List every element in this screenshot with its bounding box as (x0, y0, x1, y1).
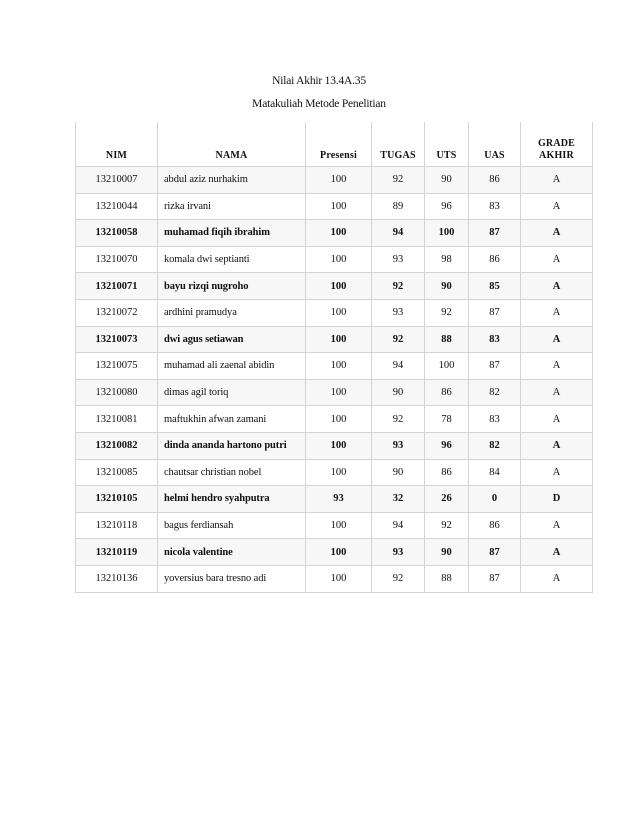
cell-grade: A (521, 512, 593, 539)
cell-nim: 13210082 (76, 432, 158, 459)
cell-nim: 13210118 (76, 512, 158, 539)
cell-uts: 100 (425, 220, 469, 247)
cell-uts: 90 (425, 273, 469, 300)
table-row (76, 565, 593, 592)
table-row (76, 512, 593, 539)
cell-grade: A (521, 246, 593, 273)
cell-nama: rizka irvani (158, 193, 306, 220)
header-nim: NIM (76, 122, 158, 167)
cell-nim: 13210072 (76, 299, 158, 326)
cell-nama: bayu rizqi nugroho (158, 273, 306, 300)
cell-presensi: 93 (306, 486, 372, 513)
table-row (76, 326, 593, 353)
cell-nim: 13210073 (76, 326, 158, 353)
cell-uas: 82 (469, 432, 521, 459)
cell-grade: A (521, 406, 593, 433)
cell-tugas: 93 (372, 539, 425, 566)
cell-uas: 87 (469, 299, 521, 326)
cell-uts: 88 (425, 326, 469, 353)
cell-tugas: 32 (372, 486, 425, 513)
cell-tugas: 89 (372, 193, 425, 220)
table-row (76, 220, 593, 247)
cell-nama: chautsar christian nobel (158, 459, 306, 486)
cell-uts: 86 (425, 379, 469, 406)
cell-tugas: 94 (372, 512, 425, 539)
table-row (76, 246, 593, 273)
cell-presensi: 100 (306, 565, 372, 592)
grades-table (75, 122, 593, 593)
table-row (76, 406, 593, 433)
cell-presensi: 100 (306, 220, 372, 247)
cell-grade: A (521, 299, 593, 326)
cell-grade: A (521, 273, 593, 300)
header-grade-line1: GRADE (537, 138, 576, 149)
cell-uts: 86 (425, 459, 469, 486)
cell-tugas: 94 (372, 353, 425, 380)
cell-uts: 78 (425, 406, 469, 433)
cell-uas: 84 (469, 459, 521, 486)
cell-uas: 87 (469, 220, 521, 247)
cell-grade: A (521, 326, 593, 353)
cell-presensi: 100 (306, 167, 372, 194)
cell-nama: dimas agil toriq (158, 379, 306, 406)
document-title: Nilai Akhir 13.4A.35 (272, 75, 366, 87)
header-grade-line2: AKHIR (539, 150, 574, 161)
cell-uas: 0 (469, 486, 521, 513)
cell-tugas: 92 (372, 167, 425, 194)
cell-tugas: 92 (372, 326, 425, 353)
cell-grade: D (521, 486, 593, 513)
cell-uas: 87 (469, 565, 521, 592)
cell-nim: 13210136 (76, 565, 158, 592)
header-uts: UTS (425, 122, 469, 167)
cell-nim: 13210085 (76, 459, 158, 486)
cell-nama: ardhini pramudya (158, 299, 306, 326)
cell-nama: komala dwi septianti (158, 246, 306, 273)
cell-uts: 92 (425, 299, 469, 326)
cell-nim: 13210058 (76, 220, 158, 247)
cell-uas: 82 (469, 379, 521, 406)
cell-uts: 96 (425, 432, 469, 459)
cell-uas: 86 (469, 246, 521, 273)
table-row (76, 273, 593, 300)
cell-grade: A (521, 432, 593, 459)
cell-uas: 85 (469, 273, 521, 300)
table-row (76, 432, 593, 459)
cell-nama: bagus ferdiansah (158, 512, 306, 539)
cell-tugas: 90 (372, 379, 425, 406)
cell-uas: 83 (469, 193, 521, 220)
cell-tugas: 90 (372, 459, 425, 486)
cell-uas: 86 (469, 512, 521, 539)
cell-presensi: 100 (306, 406, 372, 433)
table-row (76, 379, 593, 406)
cell-presensi: 100 (306, 379, 372, 406)
cell-nama: abdul aziz nurhakim (158, 167, 306, 194)
cell-nama: muhamad ali zaenal abidin (158, 353, 306, 380)
cell-nama: helmi hendro syahputra (158, 486, 306, 513)
cell-nama: dwi agus setiawan (158, 326, 306, 353)
cell-uas: 87 (469, 353, 521, 380)
header-tugas: TUGAS (372, 122, 425, 167)
cell-uts: 92 (425, 512, 469, 539)
cell-presensi: 100 (306, 459, 372, 486)
cell-grade: A (521, 539, 593, 566)
cell-grade: A (521, 565, 593, 592)
cell-presensi: 100 (306, 246, 372, 273)
cell-nim: 13210080 (76, 379, 158, 406)
header-uas: UAS (469, 122, 521, 167)
table-row (76, 353, 593, 380)
cell-tugas: 94 (372, 220, 425, 247)
cell-uas: 87 (469, 539, 521, 566)
cell-nama: maftukhin afwan zamani (158, 406, 306, 433)
cell-tugas: 92 (372, 565, 425, 592)
cell-nim: 13210044 (76, 193, 158, 220)
cell-uts: 88 (425, 565, 469, 592)
cell-nama: muhamad fiqih ibrahim (158, 220, 306, 247)
cell-uts: 100 (425, 353, 469, 380)
cell-grade: A (521, 193, 593, 220)
table-row (76, 459, 593, 486)
cell-nim: 13210105 (76, 486, 158, 513)
cell-uts: 98 (425, 246, 469, 273)
header-grade-akhir (521, 122, 593, 167)
cell-uts: 26 (425, 486, 469, 513)
cell-tugas: 93 (372, 432, 425, 459)
cell-nama: nicola valentine (158, 539, 306, 566)
cell-uas: 86 (469, 167, 521, 194)
cell-nama: dinda ananda hartono putri (158, 432, 306, 459)
table-row (76, 486, 593, 513)
cell-presensi: 100 (306, 432, 372, 459)
table-row (76, 167, 593, 194)
table-row (76, 539, 593, 566)
cell-uas: 83 (469, 406, 521, 433)
cell-tugas: 93 (372, 246, 425, 273)
cell-nim: 13210075 (76, 353, 158, 380)
cell-presensi: 100 (306, 299, 372, 326)
cell-tugas: 92 (372, 273, 425, 300)
header-presensi: Presensi (306, 122, 372, 167)
cell-grade: A (521, 353, 593, 380)
document-subtitle: Matakuliah Metode Penelitian (252, 98, 386, 110)
table-row (76, 193, 593, 220)
cell-nim: 13210071 (76, 273, 158, 300)
cell-grade: A (521, 379, 593, 406)
cell-nim: 13210081 (76, 406, 158, 433)
cell-presensi: 100 (306, 353, 372, 380)
cell-uts: 96 (425, 193, 469, 220)
cell-presensi: 100 (306, 273, 372, 300)
cell-grade: A (521, 459, 593, 486)
cell-presensi: 100 (306, 512, 372, 539)
cell-presensi: 100 (306, 539, 372, 566)
table-header-row (76, 122, 593, 167)
table-row (76, 299, 593, 326)
header-nama: NAMA (158, 122, 306, 167)
cell-nama: yoversius bara tresno adi (158, 565, 306, 592)
cell-nim: 13210070 (76, 246, 158, 273)
cell-tugas: 93 (372, 299, 425, 326)
cell-presensi: 100 (306, 326, 372, 353)
cell-grade: A (521, 220, 593, 247)
cell-grade: A (521, 167, 593, 194)
cell-uts: 90 (425, 539, 469, 566)
cell-nim: 13210007 (76, 167, 158, 194)
cell-presensi: 100 (306, 193, 372, 220)
cell-uts: 90 (425, 167, 469, 194)
cell-tugas: 92 (372, 406, 425, 433)
cell-uas: 83 (469, 326, 521, 353)
cell-nim: 13210119 (76, 539, 158, 566)
